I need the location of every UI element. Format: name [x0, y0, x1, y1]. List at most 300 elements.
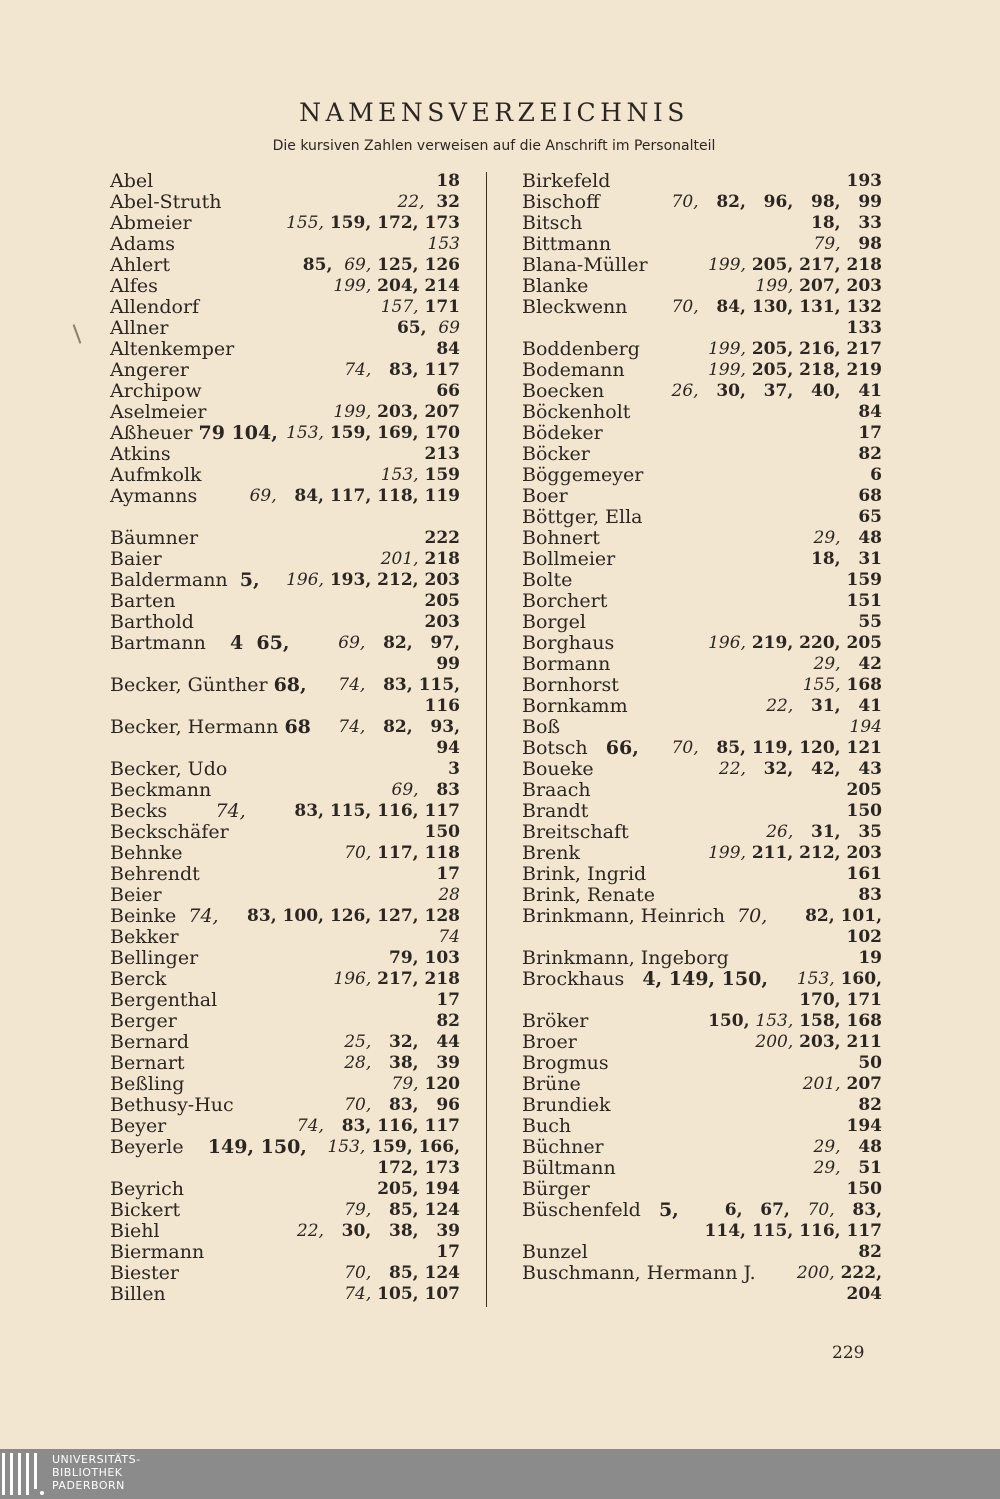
entry-page-refs: 82: [858, 444, 882, 464]
entry-page-refs: 199, 205, 218, 219: [708, 360, 882, 380]
index-entry: [100, 444, 460, 465]
entry-name: Aufmkolk: [110, 464, 202, 486]
entry-name: Bitsch: [522, 212, 583, 234]
entry-page-refs: 194: [849, 717, 882, 737]
entry-page-refs: 22, 32, 42, 43: [718, 759, 882, 779]
index-entry: [512, 1284, 882, 1305]
entry-page-refs: 161: [846, 864, 882, 884]
entry-name: Bohnert: [522, 527, 600, 549]
index-entry: [512, 1241, 882, 1263]
entry-name: Birkefeld: [522, 170, 611, 192]
entry-page-refs: 84: [858, 402, 882, 422]
entry-name: Bittmann: [522, 233, 612, 255]
index-entry: [100, 1200, 460, 1221]
entry-page-refs: 29, 42: [813, 654, 882, 674]
index-entry: [512, 842, 882, 864]
entry-page-refs: 155, 168: [802, 675, 882, 695]
index-entry: [512, 990, 882, 1011]
entry-name: Adams: [110, 233, 175, 255]
index-entry: [512, 821, 882, 843]
entry-name: Beckschäfer: [110, 821, 229, 843]
entry-name: Ahlert: [110, 254, 170, 276]
index-entry: [512, 1262, 882, 1284]
index-entry: [100, 591, 460, 612]
entry-name: Bartmann 4 65,: [110, 632, 290, 654]
index-entry: [100, 654, 460, 675]
index-entry: [100, 1116, 460, 1137]
entry-name: Bollmeier: [522, 548, 616, 570]
index-entry: [100, 339, 460, 360]
entry-page-refs: 199, 207, 203: [755, 276, 882, 296]
entry-name: Breitschaft: [522, 821, 629, 843]
index-entry: [512, 464, 882, 486]
entry-page-refs: 69, 83: [391, 780, 460, 800]
entry-page-refs: 74, 83, 115,: [338, 675, 460, 695]
entry-page-refs: 69, 84, 117, 118, 119: [249, 486, 460, 506]
entry-page-refs: 65: [858, 507, 882, 527]
entry-name: Behrendt: [110, 863, 200, 885]
entry-page-refs: 205: [424, 591, 460, 611]
entry-page-refs: 155, 159, 172, 173: [286, 213, 460, 233]
index-entry: [512, 485, 882, 507]
index-entry: [512, 1010, 882, 1032]
entry-name: Baier: [110, 548, 162, 570]
library-footer: [0, 1449, 1000, 1499]
entry-name: Brüne: [522, 1073, 581, 1095]
entry-page-refs: 151: [846, 591, 882, 611]
index-entry: [512, 884, 882, 906]
entry-name: Abel: [110, 170, 154, 192]
entry-name: Aselmeier: [110, 401, 207, 423]
entry-name: Behnke: [110, 842, 183, 864]
entry-name: Bickert: [110, 1199, 181, 1221]
entry-name: Böcker: [522, 443, 590, 465]
index-entry: [512, 611, 882, 633]
index-entry: [512, 1094, 882, 1116]
index-entry: [512, 674, 882, 696]
entry-name: Berck: [110, 968, 167, 990]
entry-name: Brenk: [522, 842, 581, 864]
margin-mark: [73, 324, 82, 343]
entry-name: Biester: [110, 1262, 179, 1284]
index-entry: [512, 947, 882, 969]
entry-page-refs: 26, 31, 35: [766, 822, 882, 842]
entry-page-refs: 201, 207: [802, 1074, 882, 1094]
entry-page-refs: 70, 83, 96: [344, 1095, 460, 1115]
entry-page-refs: 153: [427, 234, 460, 254]
entry-name: Büchner: [522, 1136, 604, 1158]
index-entry: [512, 716, 882, 738]
entry-name: Beckmann: [110, 779, 212, 801]
entry-page-refs: 82: [858, 1242, 882, 1262]
index-entry: [100, 969, 460, 990]
index-entry: [100, 759, 460, 780]
index-entry: [512, 254, 882, 276]
entry-name: Boueke: [522, 758, 594, 780]
index-entry: [512, 569, 882, 591]
entry-name: Becker, Hermann 68: [110, 716, 311, 738]
entry-name: Bernard: [110, 1031, 190, 1053]
entry-page-refs: 26, 30, 37, 40, 41: [671, 381, 882, 401]
entry-name: Biehl: [110, 1220, 160, 1242]
index-entry: [512, 927, 882, 948]
index-entry: [512, 1052, 882, 1074]
index-entry: [100, 192, 460, 213]
library-logo-text: [52, 1453, 141, 1492]
entry-name: Bunzel: [522, 1241, 588, 1263]
entry-name: Abel-Struth: [110, 191, 222, 213]
entry-name: Brink, Renate: [522, 884, 655, 906]
index-entry: [100, 1095, 460, 1116]
entry-name: Braach: [522, 779, 591, 801]
entry-name: Bethusy-Huc: [110, 1094, 234, 1116]
index-entry: [512, 779, 882, 801]
index-entry: [512, 758, 882, 780]
entry-name: Allner: [110, 317, 169, 339]
entry-name: Allendorf: [110, 296, 200, 318]
entry-page-refs: 205: [846, 780, 882, 800]
entry-page-refs: 22, 32: [397, 192, 460, 212]
entry-name: Becker, Udo: [110, 758, 228, 780]
index-entry: [512, 800, 882, 822]
index-entry: [100, 822, 460, 843]
entry-page-refs: 83, 115, 116, 117: [294, 801, 460, 821]
entry-page-refs: 213: [424, 444, 460, 464]
index-entry: [512, 653, 882, 675]
entry-name: Bormann: [522, 653, 611, 675]
entry-page-refs: 68: [858, 486, 882, 506]
entry-name: Botsch 66,: [522, 737, 639, 759]
entry-name: Beinke 74,: [110, 905, 219, 927]
entry-name: Bödeker: [522, 422, 603, 444]
entry-name: Aymanns: [110, 485, 198, 507]
entry-name: Brogmus: [522, 1052, 609, 1074]
index-entry: [512, 905, 882, 927]
entry-page-refs: 74, 83, 116, 117: [296, 1116, 460, 1136]
index-entry: [512, 1199, 882, 1221]
index-entry: [100, 1242, 460, 1263]
entry-page-refs: 222: [424, 528, 460, 548]
index-entry: [512, 422, 882, 444]
index-entry: [100, 360, 460, 381]
entry-page-refs: 83, 100, 126, 127, 128: [247, 906, 460, 926]
entry-page-refs: 102: [846, 927, 882, 947]
entry-name: Brundiek: [522, 1094, 611, 1116]
entry-name: Alfes: [110, 275, 158, 297]
index-entry: [100, 402, 460, 423]
column-divider: [486, 172, 487, 1307]
entry-page-refs: 203: [424, 612, 460, 632]
entry-page-refs: 150: [846, 1179, 882, 1199]
index-entry: [512, 863, 882, 885]
entry-page-refs: 70, 85, 119, 120, 121: [671, 738, 882, 758]
entry-page-refs: 159: [846, 570, 882, 590]
index-entry: [512, 632, 882, 654]
entry-name: Bolte: [522, 569, 573, 591]
index-entry: [100, 423, 460, 444]
entry-page-refs: 170, 171: [799, 990, 882, 1010]
index-entry: [100, 906, 460, 927]
index-entry: [100, 1284, 460, 1305]
page-title: NAMENSVERZEICHNIS: [299, 98, 689, 127]
entry-page-refs: 18: [436, 171, 460, 191]
page-subtitle: Die kursiven Zahlen verweisen auf die Anschrift im Personalteil: [272, 138, 716, 154]
entry-page-refs: 199, 204, 214: [333, 276, 460, 296]
entry-name: Abmeier: [110, 212, 192, 234]
entry-name: Archipow: [110, 380, 202, 402]
entry-name: Bekker: [110, 926, 179, 948]
logo-line: PADERBORN: [52, 1479, 125, 1492]
entry-name: Büschenfeld 5,: [522, 1199, 679, 1221]
index-entry: [512, 968, 882, 990]
entry-name: Böckenholt: [522, 401, 631, 423]
index-entry: [100, 1179, 460, 1200]
index-entry: [100, 234, 460, 255]
index-entry: [100, 318, 460, 339]
entry-name: Bischoff: [522, 191, 600, 213]
entry-page-refs: 17: [436, 990, 460, 1010]
index-entry: [100, 255, 460, 276]
entry-page-refs: 199, 203, 207: [333, 402, 460, 422]
index-entry: [100, 633, 460, 654]
entry-page-refs: 17: [436, 864, 460, 884]
entry-page-refs: 205, 194: [377, 1179, 460, 1199]
entry-name: Borchert: [522, 590, 608, 612]
entry-page-refs: 70, 84, 130, 131, 132: [671, 297, 882, 317]
index-entry: [512, 548, 882, 570]
index-entry: [512, 527, 882, 549]
entry-name: Brinkmann, Ingeborg: [522, 947, 729, 969]
entry-page-refs: 116: [424, 696, 460, 716]
index-entry: [512, 590, 882, 612]
index-entry: [512, 1221, 882, 1242]
entry-page-refs: 153, 159, 169, 170: [286, 423, 460, 443]
index-entry: [100, 990, 460, 1011]
entry-name: Becks 74,: [110, 800, 246, 822]
library-logo-icon: [2, 1453, 46, 1495]
entry-page-refs: 17: [436, 1242, 460, 1262]
index-entry: [100, 843, 460, 864]
entry-page-refs: 22, 31, 41: [766, 696, 882, 716]
index-entry: [100, 528, 460, 549]
entry-name: Barten: [110, 590, 176, 612]
entry-page-refs: 70, 85, 124: [344, 1263, 460, 1283]
entry-name: Baldermann 5,: [110, 569, 260, 591]
entry-name: Angerer: [110, 359, 189, 381]
entry-page-refs: 133: [846, 318, 882, 338]
entry-page-refs: 196, 193, 212, 203: [286, 570, 460, 590]
entry-page-refs: 70, 82, 96, 98, 99: [671, 192, 882, 212]
index-entry: [100, 1011, 460, 1032]
entry-page-refs: 153, 160,: [796, 969, 882, 989]
entry-page-refs: 150: [424, 822, 460, 842]
entry-name: Böggemeyer: [522, 464, 644, 486]
entry-page-refs: 82: [858, 1095, 882, 1115]
entry-page-refs: 18, 33: [811, 213, 882, 233]
entry-page-refs: 70, 117, 118: [344, 843, 460, 863]
entry-name: Boddenberg: [522, 338, 640, 360]
entry-page-refs: 83: [858, 885, 882, 905]
index-entry: [100, 297, 460, 318]
entry-page-refs: 114, 115, 116, 117: [704, 1221, 882, 1241]
index-entry: [100, 1263, 460, 1284]
entry-page-refs: 82, 101,: [805, 906, 882, 926]
entry-page-refs: 153, 159: [380, 465, 460, 485]
entry-page-refs: 29, 48: [813, 528, 882, 548]
entry-page-refs: 50: [858, 1053, 882, 1073]
index-entry: [512, 1031, 882, 1053]
entry-page-refs: 17: [858, 423, 882, 443]
index-entry: [100, 465, 460, 486]
index-entry: [512, 737, 882, 759]
index-entry: [100, 507, 460, 528]
entry-page-refs: 200, 222,: [796, 1263, 882, 1283]
entry-page-refs: 99: [436, 654, 460, 674]
logo-line: UNIVERSITÄTS-: [52, 1453, 141, 1466]
index-entry: [100, 1137, 460, 1158]
index-entry: [512, 1073, 882, 1095]
entry-name: Bornkamm: [522, 695, 628, 717]
index-entry: [100, 738, 460, 759]
entry-name: Berger: [110, 1010, 177, 1032]
index-entry: [100, 1032, 460, 1053]
entry-page-refs: 204: [846, 1284, 882, 1304]
index-entry: [512, 191, 882, 213]
index-entry: [100, 1053, 460, 1074]
index-entry: [100, 864, 460, 885]
entry-name: Bornhorst: [522, 674, 619, 696]
entry-name: Beßling: [110, 1073, 185, 1095]
entry-name: Bergenthal: [110, 989, 218, 1011]
index-column-right: [512, 170, 882, 1305]
entry-page-refs: 153, 159, 166,: [327, 1137, 460, 1157]
entry-page-refs: 74, 83, 117: [344, 360, 460, 380]
entry-page-refs: 6: [870, 465, 882, 485]
index-entry: [512, 212, 882, 234]
entry-name: Bäumner: [110, 527, 199, 549]
index-entry: [100, 381, 460, 402]
entry-page-refs: 65, 69: [396, 318, 460, 338]
entry-page-refs: 79, 98: [813, 234, 882, 254]
entry-page-refs: 94: [436, 738, 460, 758]
entry-page-refs: 79, 85, 124: [344, 1200, 460, 1220]
entry-page-refs: 193: [846, 171, 882, 191]
index-entry: [100, 780, 460, 801]
index-entry: [512, 443, 882, 465]
index-entry: [512, 338, 882, 360]
entry-page-refs: 74: [438, 927, 460, 947]
index-entry: [100, 1158, 460, 1179]
entry-page-refs: 84: [436, 339, 460, 359]
entry-name: Boer: [522, 485, 568, 507]
entry-name: Boecken: [522, 380, 605, 402]
entry-page-refs: 194: [846, 1116, 882, 1136]
entry-page-refs: 199, 211, 212, 203: [708, 843, 882, 863]
entry-page-refs: 55: [858, 612, 882, 632]
entry-name: Beier: [110, 884, 162, 906]
entry-name: Broer: [522, 1031, 577, 1053]
entry-page-refs: 19: [858, 948, 882, 968]
entry-name: Beyerle 149, 150,: [110, 1136, 307, 1158]
index-entry: [512, 1136, 882, 1158]
entry-name: Biermann: [110, 1241, 205, 1263]
entry-name: Altenkemper: [110, 338, 235, 360]
entry-name: Bürger: [522, 1178, 590, 1200]
index-entry: [512, 275, 882, 297]
entry-name: Billen: [110, 1283, 166, 1305]
entry-page-refs: 199, 205, 217, 218: [708, 255, 882, 275]
entry-name: Bleckwenn: [522, 296, 628, 318]
index-entry: [100, 885, 460, 906]
entry-page-refs: 6, 67, 70, 83,: [724, 1200, 882, 1220]
entry-page-refs: 28: [438, 885, 460, 905]
index-entry: [100, 213, 460, 234]
index-entry: [512, 401, 882, 423]
index-entry: [512, 359, 882, 381]
index-entry: [100, 570, 460, 591]
index-entry: [512, 233, 882, 255]
entry-name: Bodemann: [522, 359, 625, 381]
entry-name: Bernart: [110, 1052, 185, 1074]
index-entry: [100, 717, 460, 738]
page-number: 229: [832, 1343, 865, 1363]
index-entry: [100, 612, 460, 633]
entry-page-refs: 150: [846, 801, 882, 821]
entry-name: Borgel: [522, 611, 586, 633]
index-entry: [512, 318, 882, 339]
entry-page-refs: 172, 173: [377, 1158, 460, 1178]
entry-page-refs: 28, 38, 39: [344, 1053, 460, 1073]
index-entry: [512, 170, 882, 192]
entry-name: Brinkmann, Heinrich 70,: [522, 905, 768, 927]
entry-page-refs: 85, 69, 125, 126: [302, 255, 460, 275]
entry-page-refs: 74, 105, 107: [344, 1284, 460, 1304]
entry-name: Beyrich: [110, 1178, 184, 1200]
index-entry: [100, 696, 460, 717]
entry-name: Bellinger: [110, 947, 199, 969]
entry-name: Atkins: [110, 443, 171, 465]
index-entry: [512, 1157, 882, 1179]
entry-page-refs: 196, 217, 218: [333, 969, 460, 989]
entry-page-refs: 69, 82, 97,: [338, 633, 460, 653]
index-column-left: [100, 171, 460, 1305]
entry-name: Bröker: [522, 1010, 589, 1032]
index-entry: [512, 695, 882, 717]
entry-page-refs: 201, 218: [380, 549, 460, 569]
index-entry: [512, 506, 882, 528]
entry-page-refs: 157, 171: [380, 297, 460, 317]
entry-name: Blana-Müller: [522, 254, 648, 276]
index-entry: [100, 801, 460, 822]
entry-name: Buch: [522, 1115, 572, 1137]
entry-name: Bültmann: [522, 1157, 616, 1179]
index-entry: [100, 549, 460, 570]
entry-page-refs: 199, 205, 216, 217: [708, 339, 882, 359]
entry-name: Blanke: [522, 275, 589, 297]
entry-page-refs: 22, 30, 38, 39: [296, 1221, 460, 1241]
entry-page-refs: 200, 203, 211: [755, 1032, 882, 1052]
entry-page-refs: 29, 51: [813, 1158, 882, 1178]
index-entry: [100, 948, 460, 969]
entry-name: Brink, Ingrid: [522, 863, 647, 885]
entry-page-refs: 79, 120: [391, 1074, 460, 1094]
entry-page-refs: 150, 153, 158, 168: [708, 1011, 882, 1031]
entry-name: Beyer: [110, 1115, 167, 1137]
index-entry: [100, 486, 460, 507]
entry-page-refs: 82: [436, 1011, 460, 1031]
logo-line: BIBLIOTHEK: [52, 1466, 123, 1479]
entry-name: Aßheuer 79 104,: [110, 422, 278, 444]
